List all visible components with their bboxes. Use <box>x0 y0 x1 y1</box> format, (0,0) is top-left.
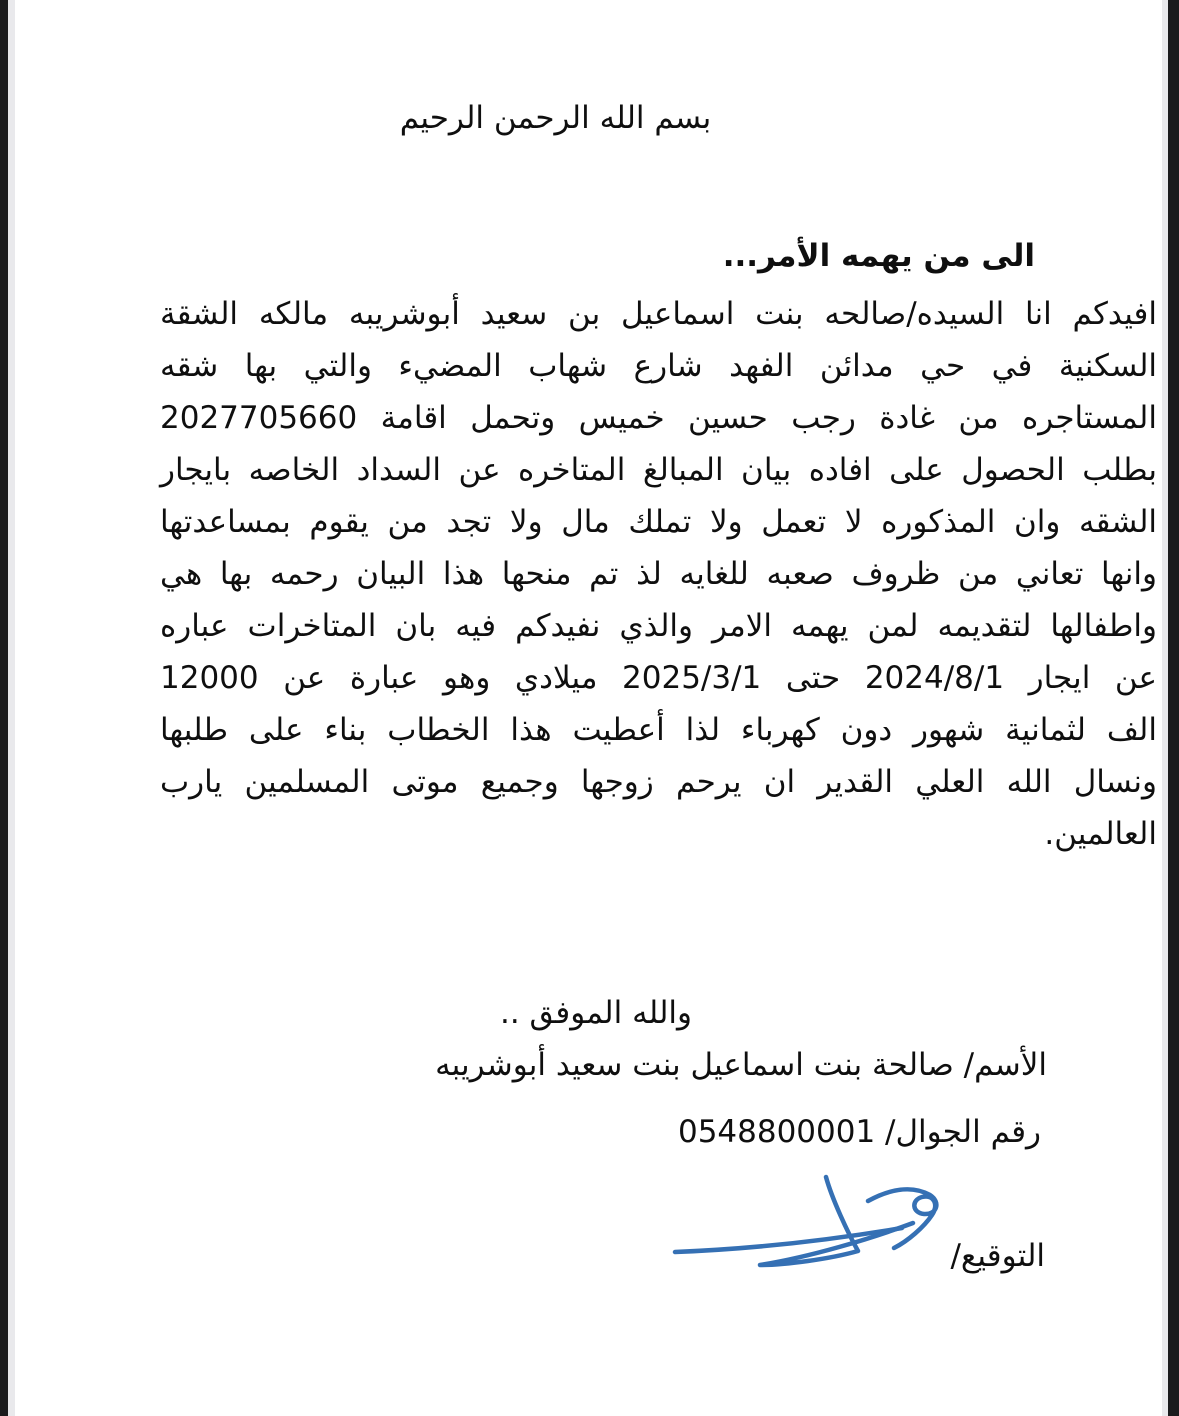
body-line: واطفالها لتقديمه لمن يهمه الامر والذي نفيدكم فيه بان المتاخرات عباره <box>160 608 1157 644</box>
phone-number-line: رقم الجوال/ 0548800001 <box>677 1114 1041 1150</box>
signature-stroke <box>868 1189 936 1248</box>
closing-line: والله الموفق .. <box>500 995 692 1031</box>
basmala-line: بسم الله الرحمن الرحيم <box>399 100 712 136</box>
body-line-last: العالمين. <box>1044 816 1157 852</box>
body-line: افيدكم انا السيده/صالحه بنت اسماعيل بن سعيد أبوشريبه مالكه الشقة <box>160 296 1157 332</box>
handwritten-signature-icon <box>640 1155 1080 1305</box>
body-line: الشقه وان المذكوره لا تعمل ولا تملك مال ولا تجد من يقوم بمساعدتها <box>160 504 1157 540</box>
letter-body <box>160 288 1157 860</box>
viewer-frame-left <box>0 0 8 1416</box>
sender-name-line: الأسم/ صالحة بنت اسماعيل بنت سعيد أبوشريبه <box>435 1047 1047 1083</box>
body-line: المستاجره من غادة رجب حسين خميس وتحمل اقامة 2027705660 <box>160 400 1157 436</box>
page-edge-left <box>8 0 15 1416</box>
viewer-frame-right <box>1168 0 1179 1416</box>
body-line: السكنية في حي مدائن الفهد شارع شهاب المضيء والتي بها شقه <box>160 348 1157 384</box>
body-line: عن ايجار 2024/8/1 حتى 2025/3/1 ميلادي وهو عبارة عن 12000 <box>160 660 1157 696</box>
body-line: الف لثمانية شهور دون كهرباء لذا أعطيت هذا الخطاب بناء على طلبها <box>160 712 1157 748</box>
body-line: بطلب الحصول على افاده بيان المبالغ المتاخره عن السداد الخاصه بايجار <box>160 452 1157 488</box>
body-line: ونسال الله العلي القدير ان يرحم زوجها وجميع موتى المسلمين يارب <box>160 764 1157 800</box>
salutation-line: الى من يهمه الأمر... <box>722 238 1035 274</box>
body-line: وانها تعاني من ظروف صعبه للغايه لذ تم منحها هذا البيان رحمه بها هي <box>160 556 1157 592</box>
signature-label: التوقيع/ <box>950 1238 1045 1274</box>
